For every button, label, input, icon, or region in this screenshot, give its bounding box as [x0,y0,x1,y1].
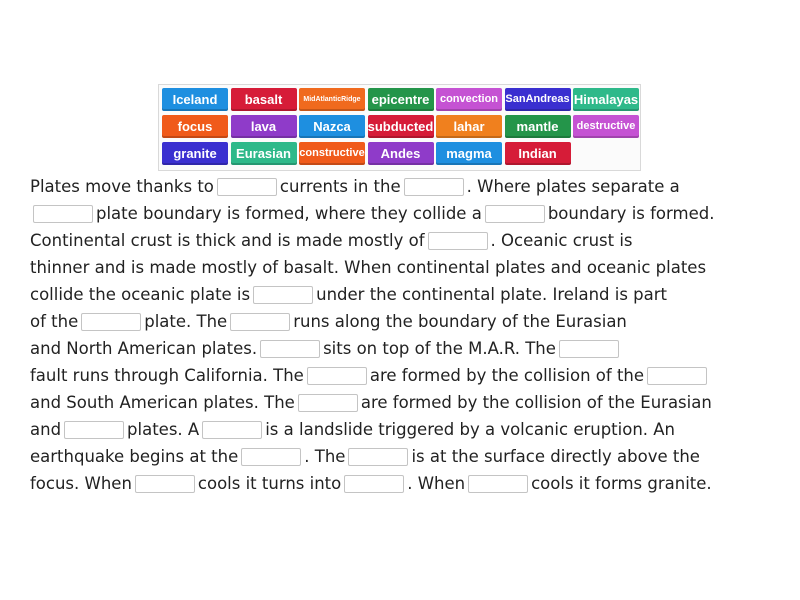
answer-blank-17[interactable] [348,448,408,466]
answer-blank-19[interactable] [344,475,404,493]
passage-line [30,416,790,443]
passage-text: are formed by the collision of the Eurasian [360,393,712,412]
answer-blank-1[interactable] [217,178,277,196]
answer-blank-7[interactable] [81,313,141,331]
passage-text: is at the surface directly above the [411,447,700,466]
passage-text: runs along the boundary of the Eurasian [293,312,627,331]
word-tile-sanandreas[interactable]: SanAndreas [505,88,571,111]
passage-text: . Where plates separate a [466,177,680,196]
word-tile-lahar[interactable]: lahar [436,115,502,138]
answer-blank-10[interactable] [559,340,619,358]
passage-text: . When [407,474,466,493]
answer-blank-6[interactable] [253,286,313,304]
word-tile-focus[interactable]: focus [162,115,228,138]
passage-text: plates. A [127,420,200,439]
passage-text: focus. When [30,474,132,493]
word-tile-epicentre[interactable]: epicentre [368,88,434,111]
passage-text: are formed by the collision of the [369,366,645,385]
answer-blank-18[interactable] [135,475,195,493]
answer-blank-11[interactable] [307,367,367,385]
word-tile-constructive[interactable]: constructive [299,142,365,165]
passage-line [30,227,790,254]
passage-text: thinner and is made mostly of basalt. When continental plates and oceanic plates [30,258,707,277]
word-tile-lava[interactable]: lava [231,115,297,138]
answer-blank-20[interactable] [468,475,528,493]
passage-text: under the continental plate. Ireland is part [316,285,668,304]
passage-line [30,308,790,335]
answer-blank-4[interactable] [485,205,545,223]
word-tile-convection[interactable]: convection [436,88,502,111]
answer-blank-8[interactable] [230,313,290,331]
passage-text: cools it turns into [197,474,342,493]
passage-text: currents in the [279,177,401,196]
passage-line [30,335,790,362]
passage-text: Plates move thanks to [30,177,214,196]
word-tile-subducted[interactable]: subducted [368,115,434,138]
answer-blank-5[interactable] [428,232,488,250]
passage-line [30,443,790,470]
passage-line [30,281,790,308]
word-tile-destructive[interactable]: destructive [573,115,639,138]
passage-text: plate. The [144,312,228,331]
passage-text: and [30,420,62,439]
passage-text: is a landslide triggered by a volcanic eruption. An [265,420,676,439]
word-bank [158,84,641,171]
passage-text: sits on top of the M.A.R. The [323,339,556,358]
answer-blank-15[interactable] [202,421,262,439]
word-tile-himalayas[interactable]: Himalayas [573,88,639,111]
passage-text: Continental crust is thick and is made mostly of [30,231,425,250]
passage-text: fault runs through California. The [30,366,304,385]
word-tile-nazca[interactable]: Nazca [299,115,365,138]
answer-blank-12[interactable] [647,367,707,385]
word-tile-magma[interactable]: magma [436,142,502,165]
passage-line [30,362,790,389]
word-tile-andes[interactable]: Andes [368,142,434,165]
word-tile-midatlanticridge[interactable]: MidAtlanticRidge [299,88,365,111]
word-tile-iceland[interactable]: Iceland [162,88,228,111]
passage-text: and South American plates. The [30,393,295,412]
answer-blank-16[interactable] [241,448,301,466]
passage-text: earthquake begins at the [30,447,239,466]
passage-text: of the [30,312,79,331]
answer-blank-2[interactable] [404,178,464,196]
answer-blank-13[interactable] [298,394,358,412]
passage-text: . The [304,447,346,466]
word-tile-granite[interactable]: granite [162,142,228,165]
answer-blank-3[interactable] [33,205,93,223]
passage-text: and North American plates. [30,339,258,358]
word-tile-indian[interactable]: Indian [505,142,571,165]
passage-line [30,470,790,497]
passage-text: . Oceanic crust is [490,231,633,250]
cloze-passage [30,173,790,497]
passage-line [30,254,790,281]
passage-line [30,173,790,200]
passage-text: collide the oceanic plate is [30,285,251,304]
answer-blank-14[interactable] [64,421,124,439]
passage-line [30,389,790,416]
passage-text: plate boundary is formed, where they collide a [96,204,482,223]
word-tile-eurasian[interactable]: Eurasian [231,142,297,165]
passage-line [30,200,790,227]
passage-text: cools it forms granite. [531,474,712,493]
answer-blank-9[interactable] [260,340,320,358]
passage-text: boundary is formed. [547,204,715,223]
word-tile-mantle[interactable]: mantle [505,115,571,138]
word-tile-basalt[interactable]: basalt [231,88,297,111]
